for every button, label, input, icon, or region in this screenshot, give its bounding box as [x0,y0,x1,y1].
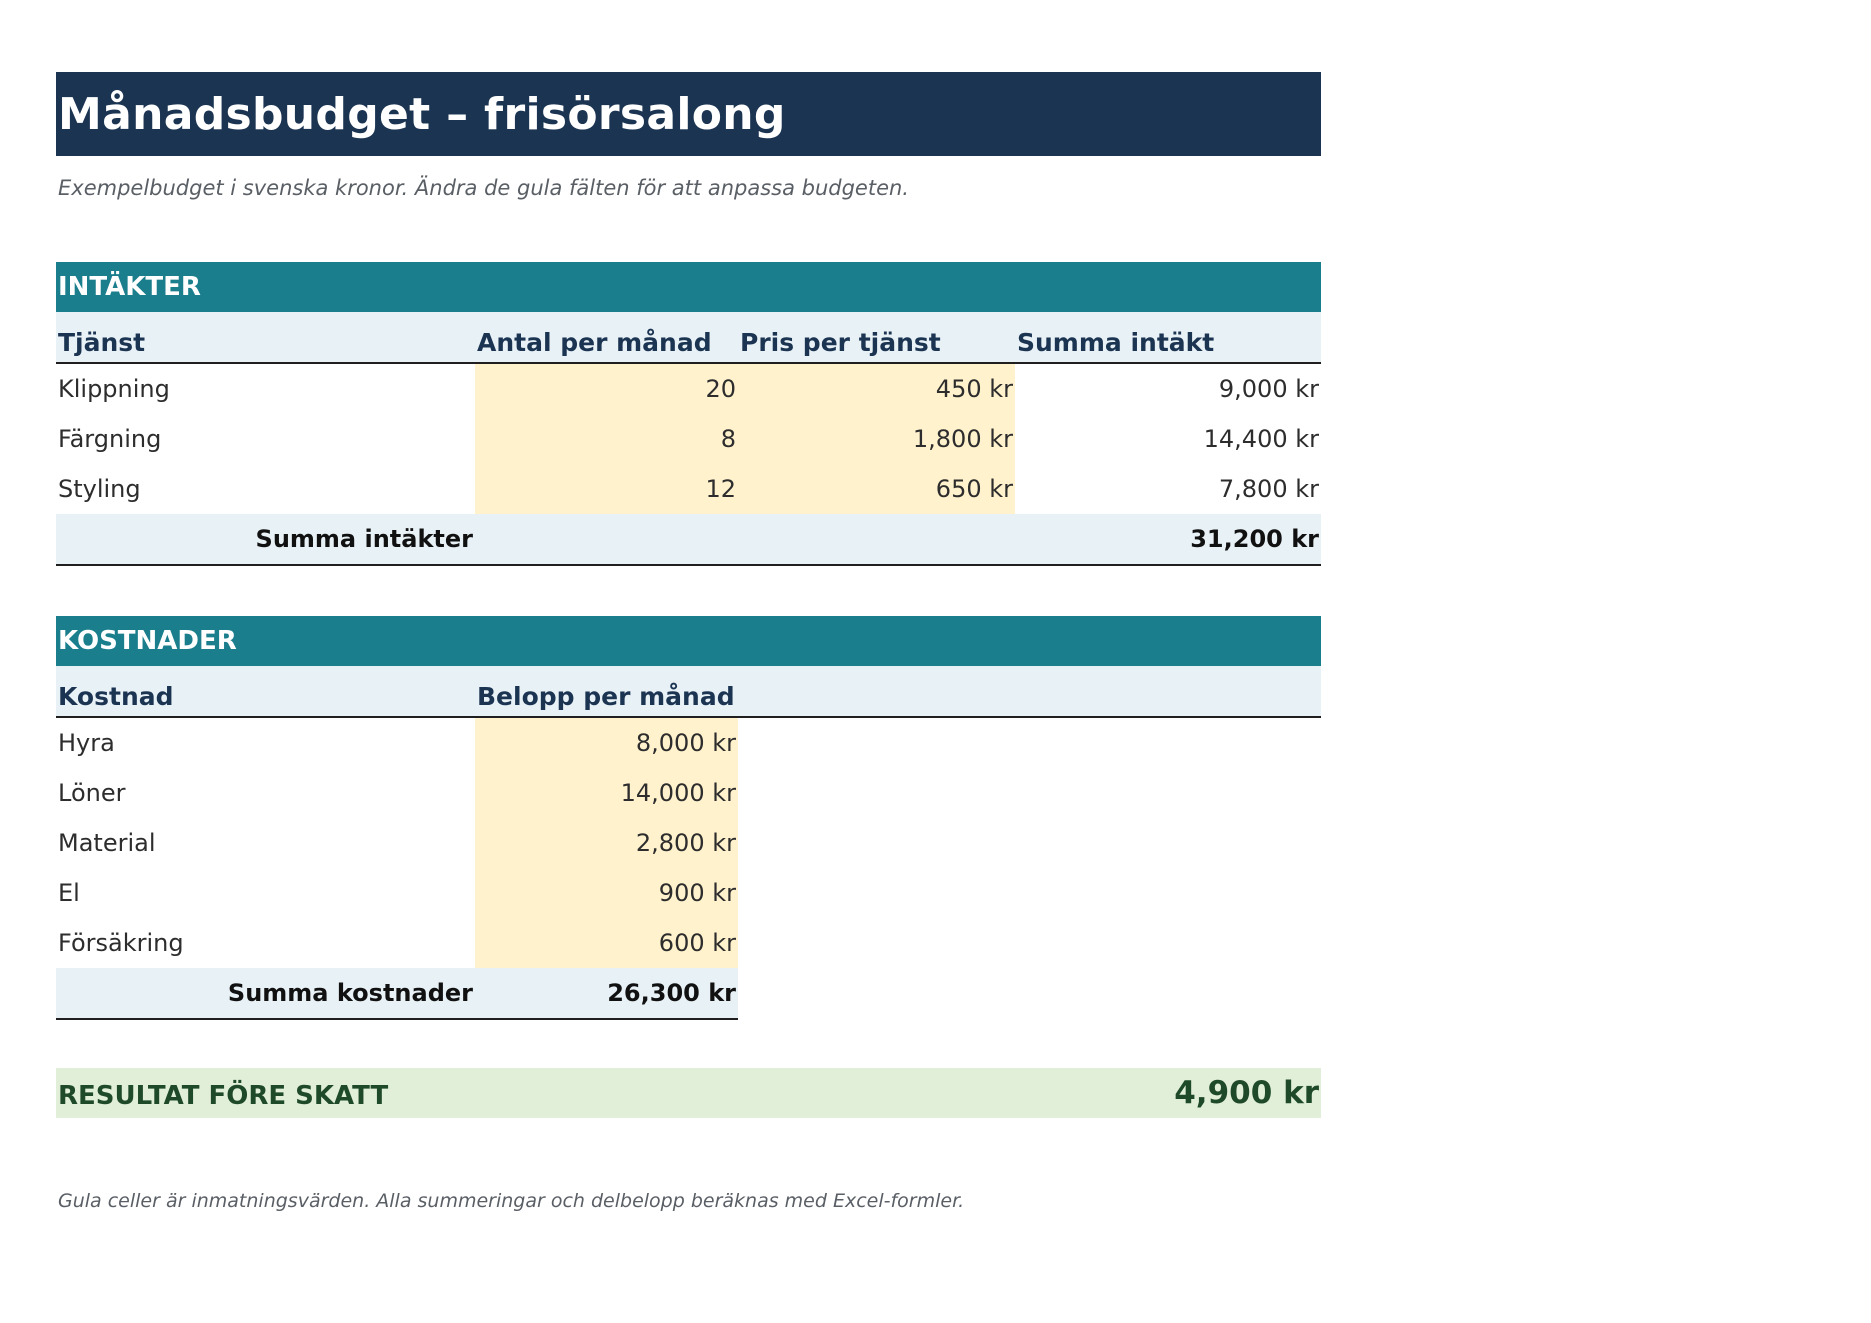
service-name-cell: Klippning [58,375,170,403]
title-banner [56,72,1321,156]
income-total-row [56,514,1321,566]
income-total-value: 31,200 kr [1190,525,1319,553]
cost-row [56,818,1321,868]
income-header-count: Antal per månad [477,327,712,357]
income-row [56,464,1321,514]
cost-total-row [56,968,738,1020]
cost-name-cell: Hyra [58,729,115,757]
service-name-cell: Styling [58,475,141,503]
cost-row [56,918,1321,968]
income-section [56,262,1321,566]
cost-header-amount: Belopp per månad [477,681,735,711]
income-total-spacer [475,514,738,564]
income-total-label: Summa intäkter [255,525,473,553]
count-input-cell[interactable]: 20 [475,364,738,414]
cost-name-cell: Försäkring [58,929,184,957]
amount-input-cell[interactable]: 14,000 kr [475,768,738,818]
cost-total-label: Summa kostnader [227,979,473,1007]
footnote: Gula celler är inmatningsvärden. Alla summeringar och delbelopp beräknas med Excel-formler. [58,1190,965,1212]
page-title: Månadsbudget – frisörsalong [58,88,786,140]
cost-row [56,768,1321,818]
income-section-title: INTÄKTER [58,272,201,302]
income-row [56,364,1321,414]
cost-name-cell: Löner [58,779,126,807]
amount-input-cell[interactable]: 2,800 kr [475,818,738,868]
income-sum-cell: 9,000 kr [1218,375,1319,403]
cost-section [56,616,1321,1020]
cost-section-title: KOSTNADER [58,626,237,656]
page-subtitle: Exempelbudget i svenska kronor. Ändra de gula fälten för att anpassa budgeten. [58,176,909,200]
cost-header-name: Kostnad [58,681,174,711]
cost-row [56,718,1321,768]
count-input-cell[interactable]: 8 [475,414,738,464]
count-input-cell[interactable]: 12 [475,464,738,514]
cost-row [56,868,1321,918]
income-sum-cell: 7,800 kr [1218,475,1319,503]
income-header-sum: Summa intäkt [1017,327,1215,357]
income-header-price: Pris per tjänst [740,327,941,357]
amount-input-cell[interactable]: 600 kr [475,918,738,968]
cost-header-row [56,666,1321,718]
amount-input-cell[interactable]: 8,000 kr [475,718,738,768]
amount-input-cell[interactable]: 900 kr [475,868,738,918]
price-input-cell[interactable]: 450 kr [738,364,1015,414]
price-input-cell[interactable]: 650 kr [738,464,1015,514]
income-header-service: Tjänst [58,327,146,357]
income-section-header [56,262,1321,312]
result-row [56,1068,1321,1118]
cost-name-cell: Material [58,829,156,857]
income-row [56,414,1321,464]
result-value: 4,900 kr [1174,1075,1319,1111]
income-sum-cell: 14,400 kr [1203,425,1319,453]
income-header-row [56,312,1321,364]
income-total-spacer [738,514,1015,564]
price-input-cell[interactable]: 1,800 kr [738,414,1015,464]
service-name-cell: Färgning [58,425,162,453]
cost-section-header [56,616,1321,666]
cost-name-cell: El [58,879,80,907]
budget-sheet [56,72,1321,1212]
result-label: RESULTAT FÖRE SKATT [58,1081,389,1111]
cost-total-value: 26,300 kr [607,979,736,1007]
